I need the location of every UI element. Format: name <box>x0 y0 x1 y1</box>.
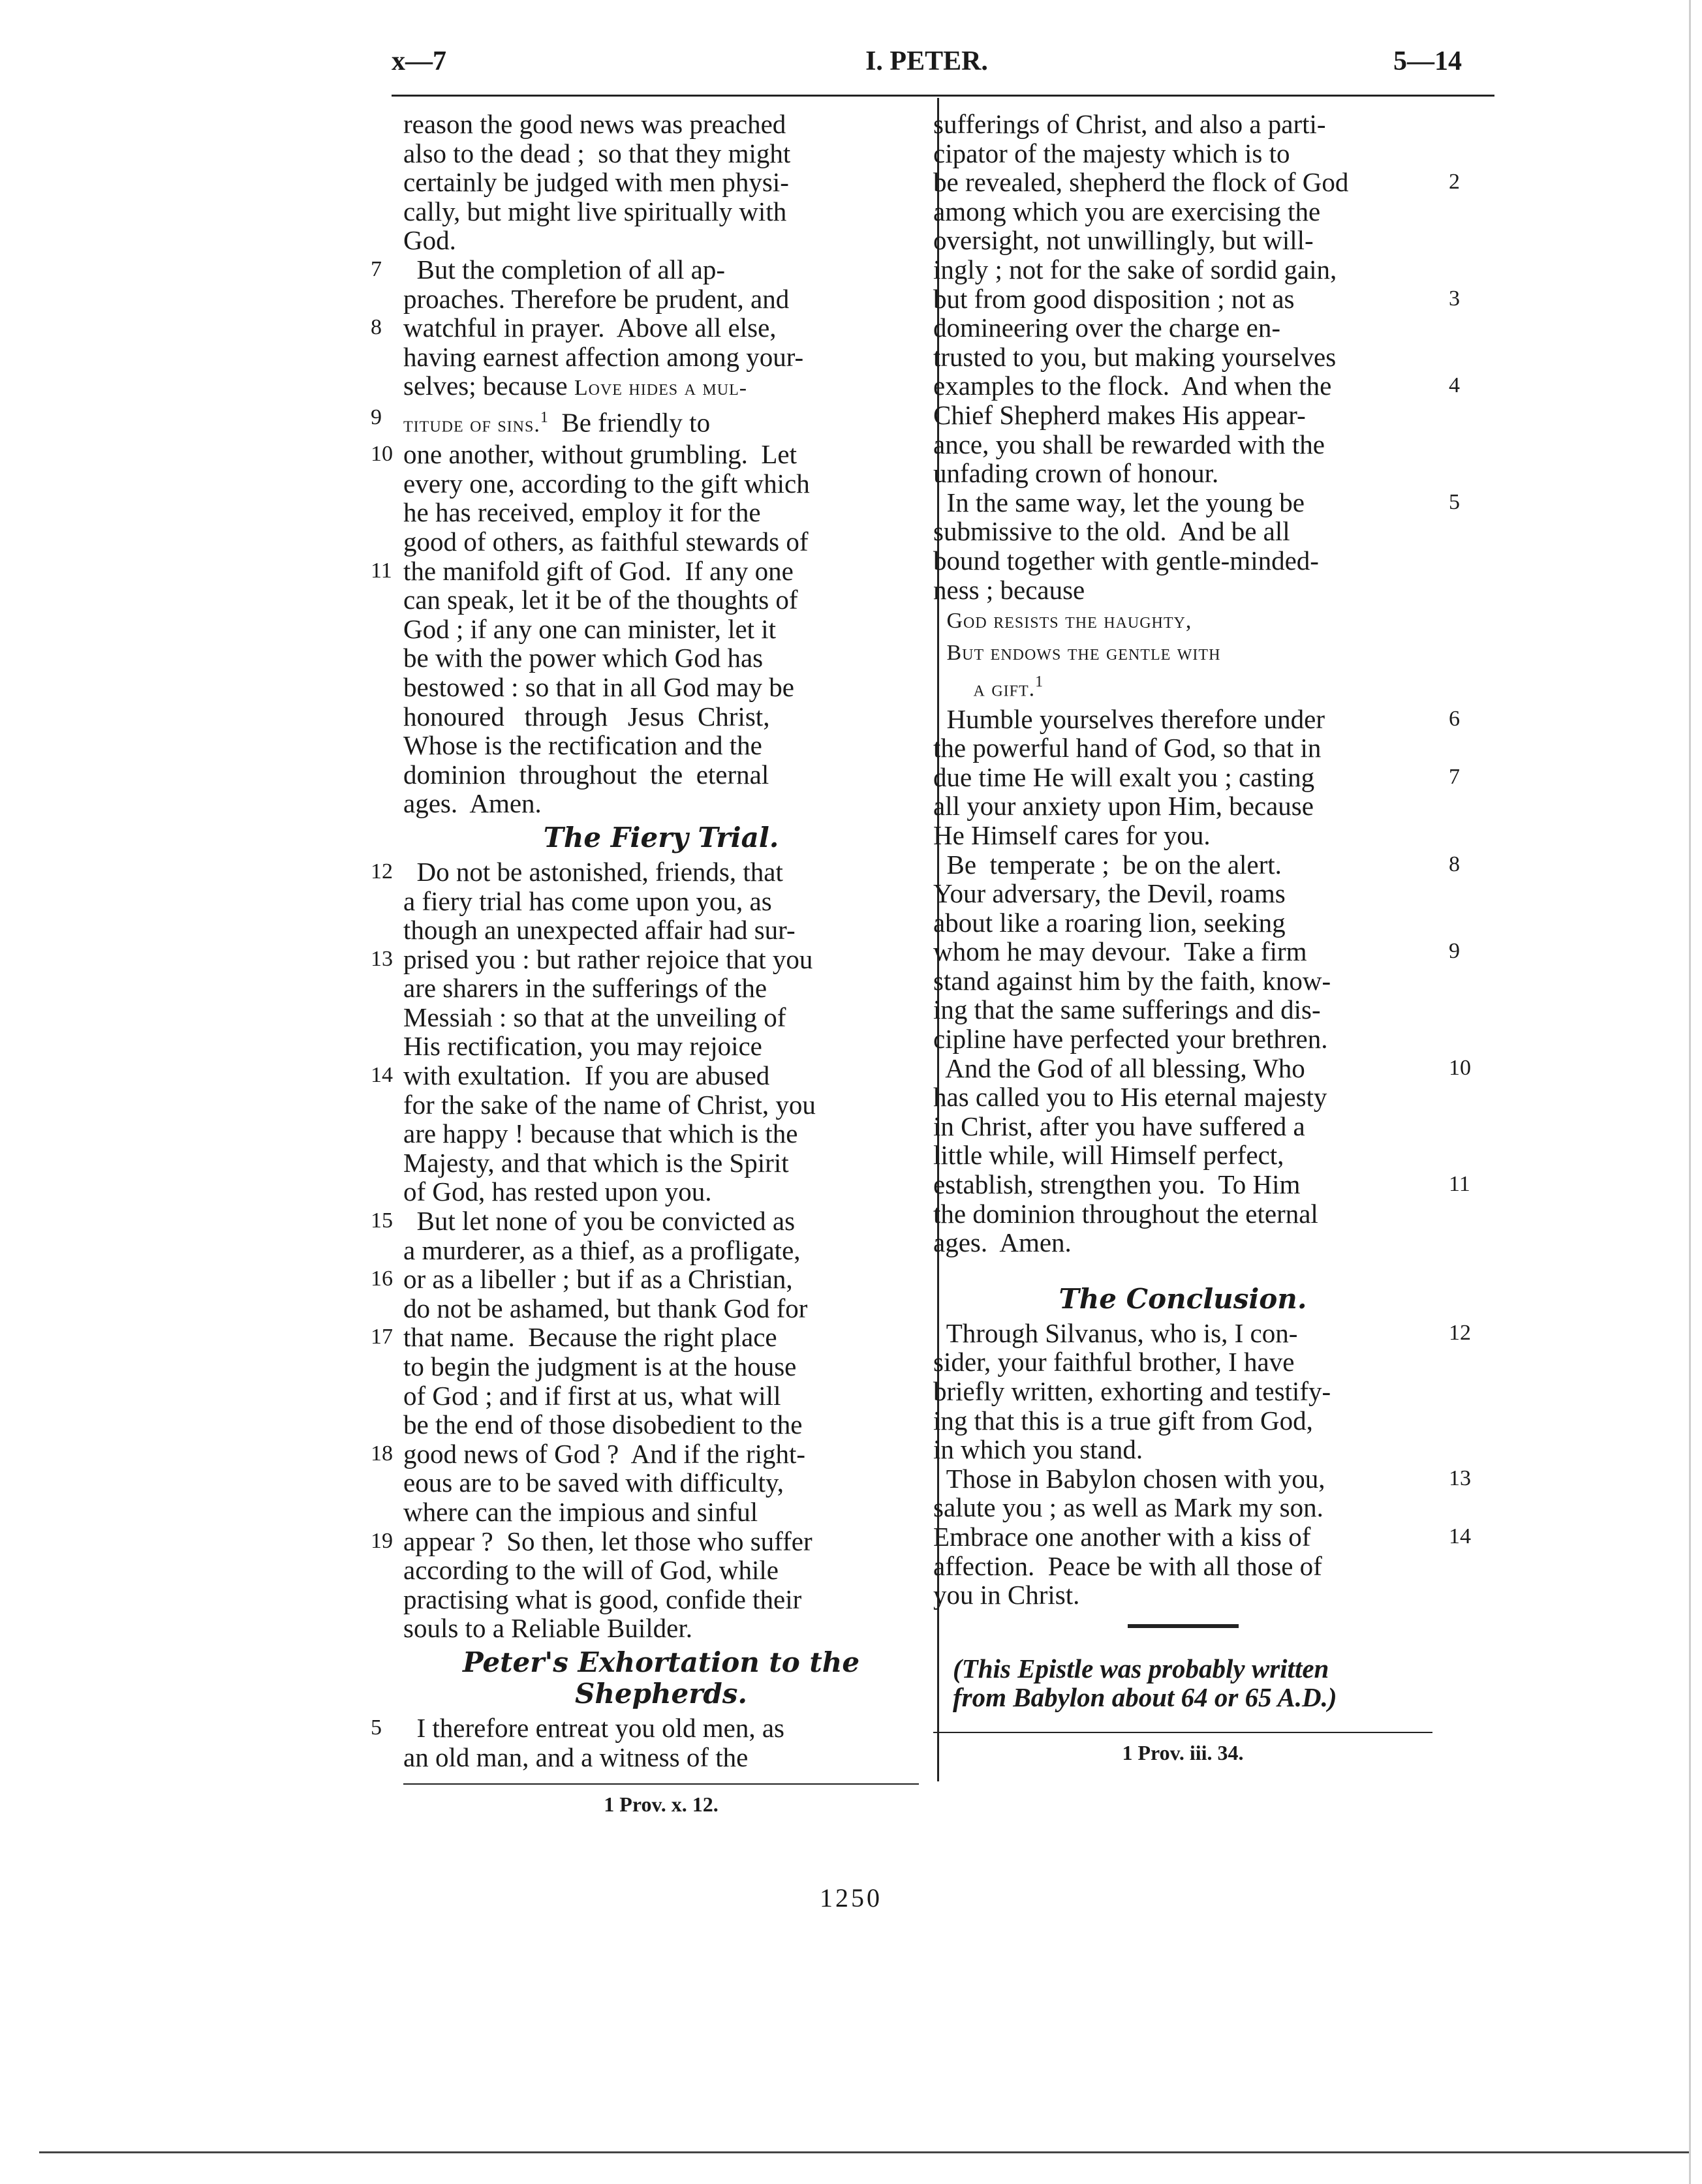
text-line <box>403 498 919 527</box>
line-text: an old man, and a witness of the <box>403 1742 749 1772</box>
text-line <box>933 849 1460 880</box>
small-caps-quote: Love hides a mul- <box>574 376 748 401</box>
line-text: the dominion throughout the eternal <box>933 1198 1318 1229</box>
text-line <box>371 1060 919 1091</box>
line-text: sufferings of Christ, and also a parti- <box>933 109 1326 139</box>
line-text <box>933 672 974 702</box>
line-text: I therefore entreat you old men, as <box>403 1712 785 1743</box>
small-caps-quote: God resists the haughty, <box>946 609 1192 634</box>
text-line <box>403 1032 919 1061</box>
line-text: selves; because <box>403 371 574 401</box>
section-heading-fiery-trial: The Fiery Trial. <box>543 821 779 854</box>
text-line <box>371 1526 919 1556</box>
line-text: but from good disposition ; not as <box>933 283 1295 314</box>
text-line <box>403 731 919 760</box>
text-line <box>403 1352 919 1381</box>
text-line <box>933 1463 1471 1494</box>
line-text <box>933 604 947 634</box>
text-line <box>933 703 1460 734</box>
line-text: submissive to the old. And be all <box>933 516 1290 547</box>
line-text: about like a roaring lion, seeking <box>933 907 1286 938</box>
line-text: unfading crown of honour. <box>933 458 1219 489</box>
line-text: sider, your faithful brother, I have <box>933 1347 1295 1377</box>
running-header <box>392 46 1462 91</box>
line-text: ages. Amen. <box>403 788 542 819</box>
text-line <box>371 313 919 343</box>
line-text: reason the good news was preached <box>403 109 786 139</box>
line-text: every one, according to the gift which <box>403 468 810 499</box>
left-text-block-1 <box>371 109 919 819</box>
verse-number: 12 <box>1449 1320 1471 1345</box>
left-text-block-2 <box>371 856 919 1644</box>
text-line <box>933 459 1432 488</box>
line-text <box>933 636 947 666</box>
verse-number: 13 <box>1449 1466 1471 1490</box>
line-text: are sharers in the sufferings of the <box>403 973 767 1004</box>
verse-number: 15 <box>371 1208 393 1233</box>
text-line <box>371 1438 919 1469</box>
line-text: where can the impious and sinful <box>403 1496 758 1527</box>
text-line <box>933 879 1432 908</box>
text-line <box>933 517 1432 546</box>
section-heading-exhortation <box>403 1647 919 1710</box>
line-text: a murderer, as a thief, as a profligate, <box>403 1235 801 1265</box>
line-text: Do not be astonished, friends, that <box>403 856 783 887</box>
line-text: ness ; because <box>933 574 1085 605</box>
text-line <box>933 1580 1432 1610</box>
text-line <box>403 1177 919 1207</box>
text-line <box>933 255 1432 285</box>
line-text: with exultation. If you are abused <box>403 1060 770 1091</box>
right-text-block-2 <box>933 1317 1471 1610</box>
text-line <box>933 343 1432 372</box>
text-line <box>933 966 1432 996</box>
text-line <box>933 430 1432 459</box>
text-line <box>933 1169 1470 1200</box>
line-text: do not be ashamed, but thank God for <box>403 1293 808 1323</box>
line-text: Whose is the rectification and the <box>403 730 762 761</box>
text-line <box>371 555 919 586</box>
text-line <box>933 1053 1471 1083</box>
text-line <box>403 168 919 197</box>
text-line <box>933 283 1460 314</box>
text-line <box>403 1585 919 1614</box>
line-text: Messiah : so that at the unveiling of <box>403 1002 786 1032</box>
text-line <box>933 604 1432 636</box>
line-text: But the completion of all ap- <box>403 254 726 285</box>
small-caps-quote: titude of sins. <box>403 412 540 437</box>
line-text: Humble yourselves therefore under <box>933 703 1325 734</box>
left-footnote-rule <box>403 1783 919 1785</box>
text-line <box>933 167 1460 198</box>
text-line <box>403 702 919 731</box>
line-text: to begin the judgment is at the house <box>403 1351 797 1381</box>
verse-number: 12 <box>371 859 393 884</box>
text-line <box>403 1148 919 1178</box>
line-text: according to the will of God, while <box>403 1555 779 1586</box>
text-line <box>371 1264 919 1295</box>
text-line <box>933 821 1432 850</box>
text-line <box>933 1347 1432 1377</box>
text-line <box>371 403 919 440</box>
line-text: in which you stand. <box>933 1434 1143 1465</box>
line-text: of God ; and if first at us, what will <box>403 1380 781 1411</box>
line-text: proaches. Therefore be prudent, and <box>403 283 790 314</box>
line-text: He Himself cares for you. <box>933 820 1211 850</box>
verse-number: 10 <box>1449 1055 1471 1080</box>
text-line <box>403 673 919 702</box>
right-footnote-rule <box>933 1732 1432 1733</box>
line-text: cally, but might live spiritually with <box>403 196 787 226</box>
section-heading-exhortation-line2: Shepherds. <box>575 1677 747 1710</box>
line-text: the manifold gift of God. If any one <box>403 555 794 586</box>
left-column <box>371 109 919 1819</box>
small-caps-quote: a gift. <box>973 677 1036 701</box>
line-text: eous are to be saved with difficulty, <box>403 1468 784 1498</box>
line-text: bound together with gentle-minded- <box>933 545 1319 576</box>
text-line <box>933 792 1432 821</box>
line-text: honoured through Jesus Christ, <box>403 701 770 731</box>
text-line <box>403 1498 919 1527</box>
text-line <box>933 733 1432 763</box>
text-line <box>403 1556 919 1585</box>
line-text: be revealed, shepherd the flock of God <box>933 167 1349 198</box>
verse-number: 5 <box>1449 489 1460 514</box>
colophon-line2: from Babylon about 64 or 65 A.D.) <box>953 1682 1337 1713</box>
line-text: And the God of all blessing, Who <box>933 1053 1305 1083</box>
text-line <box>403 1119 919 1148</box>
line-text: ing that the same sufferings and dis- <box>933 994 1321 1025</box>
page-number: 1250 <box>820 1883 882 1913</box>
verse-number: 18 <box>371 1441 393 1466</box>
text-line <box>403 1743 919 1772</box>
line-text: salute you ; as well as Mark my son. <box>933 1492 1323 1523</box>
text-line <box>933 401 1432 430</box>
scan-bottom-edge <box>39 2151 1689 2153</box>
text-line <box>371 254 919 285</box>
text-line <box>403 343 919 372</box>
line-text: Be temperate ; be on the alert. <box>933 849 1282 880</box>
line-text: of God, has rested upon you. <box>403 1177 712 1207</box>
line-text: stand against him by the faith, know- <box>933 965 1331 996</box>
line-text: oversight, not unwillingly, but will- <box>933 225 1314 256</box>
text-line <box>403 1614 919 1643</box>
text-line <box>933 995 1432 1024</box>
text-line <box>403 110 919 139</box>
verse-number: 4 <box>1449 373 1460 398</box>
right-footnote: 1 Prov. iii. 34. <box>1122 1740 1244 1764</box>
right-text-block-1 <box>933 109 1471 1258</box>
line-text: having earnest affection among your- <box>403 341 804 372</box>
verse-number: 9 <box>1449 939 1460 964</box>
line-text: among which you are exercising the <box>933 196 1321 226</box>
header-chapter-range-end: 5—14 <box>1393 46 1462 76</box>
verse-number: 13 <box>371 946 393 971</box>
verse-number: 11 <box>1449 1172 1470 1197</box>
text-line <box>933 1141 1432 1170</box>
verse-number: 16 <box>371 1267 393 1291</box>
text-line <box>933 1377 1432 1406</box>
line-text: God ; if any one can minister, let it <box>403 613 777 644</box>
text-line <box>403 643 919 673</box>
text-line <box>933 1317 1471 1348</box>
text-line <box>403 615 919 644</box>
text-line <box>371 944 919 974</box>
header-chapter-range-start: x—7 <box>392 46 446 76</box>
line-text: whom he may devour. Take a firm <box>933 936 1307 967</box>
line-text: establish, strengthen you. To Him <box>933 1169 1301 1200</box>
verse-number: 9 <box>371 405 382 429</box>
line-text: good news of God ? And if the right- <box>403 1438 806 1469</box>
line-text: be the end of those disobedient to the <box>403 1409 803 1440</box>
line-text: for the sake of the name of Christ, you <box>403 1089 816 1120</box>
line-text: he has received, employ it for the <box>403 497 761 528</box>
verse-number: 2 <box>1449 170 1460 194</box>
text-line <box>403 371 919 403</box>
verse-number: 6 <box>1449 706 1460 731</box>
small-caps-quote: But endows the gentle with <box>946 640 1221 665</box>
header-rule <box>392 95 1494 97</box>
text-line <box>933 110 1432 139</box>
text-line <box>933 1199 1432 1229</box>
line-text: little while, will Himself perfect, <box>933 1140 1284 1171</box>
text-line <box>403 585 919 615</box>
footnote-marker: 1 <box>540 408 548 426</box>
text-line <box>403 789 919 818</box>
section-heading-exhortation-line1: Peter's Exhortation to the <box>462 1646 860 1678</box>
text-line <box>933 226 1432 255</box>
line-text: appear ? So then, let those who suffer <box>403 1526 812 1556</box>
line-text: domineering over the charge en- <box>933 313 1281 343</box>
text-line <box>933 908 1432 938</box>
line-text: souls to a Reliable Builder. <box>403 1613 692 1644</box>
line-text: one another, without grumbling. Let <box>403 439 797 470</box>
line-text: trusted to you, but making yourselves <box>933 341 1337 372</box>
text-line <box>933 487 1460 517</box>
text-line <box>371 856 919 887</box>
line-text: also to the dead ; so that they might <box>403 138 791 168</box>
line-text: good of others, as faithful stewards of <box>403 526 809 557</box>
line-text-after: Be friendly to <box>548 407 711 438</box>
line-text: prised you : but rather rejoice that you <box>403 944 813 974</box>
line-text: briefly written, exhorting and testify- <box>933 1376 1331 1406</box>
text-line <box>933 668 1432 704</box>
verse-number: 17 <box>371 1325 393 1349</box>
line-text: dominion throughout the eternal <box>403 759 769 790</box>
text-line <box>403 1381 919 1411</box>
line-text: in Christ, after you have suffered a <box>933 1111 1305 1141</box>
text-line <box>933 1406 1432 1436</box>
line-text: Your adversary, the Devil, roams <box>933 878 1286 909</box>
verse-number: 14 <box>371 1063 393 1088</box>
text-line <box>403 469 919 499</box>
line-text: though an unexpected affair had sur- <box>403 915 796 946</box>
text-line <box>933 936 1460 967</box>
line-text: Embrace one another with a kiss of <box>933 1521 1311 1552</box>
text-line <box>933 1112 1432 1141</box>
line-text: that name. Because the right place <box>403 1322 777 1353</box>
line-text: the powerful hand of God, so that in <box>933 733 1322 763</box>
line-text: Those in Babylon chosen with you, <box>933 1463 1325 1494</box>
text-line <box>933 1521 1471 1552</box>
line-text: watchful in prayer. Above all else, <box>403 313 777 343</box>
verse-number: 7 <box>1449 764 1460 789</box>
text-line <box>403 226 919 255</box>
text-line <box>403 139 919 168</box>
text-line <box>403 527 919 557</box>
line-text: you in Christ. <box>933 1580 1080 1610</box>
line-text: a fiery trial has come upon you, as <box>403 885 772 916</box>
colophon <box>933 1654 1432 1712</box>
verse-number: 19 <box>371 1528 393 1553</box>
text-line <box>371 1712 919 1743</box>
verse-number: 8 <box>1449 852 1460 876</box>
text-line <box>933 371 1460 401</box>
text-line <box>403 1294 919 1323</box>
verse-number: 14 <box>1449 1524 1471 1548</box>
line-text: ages. Amen. <box>933 1227 1072 1258</box>
line-text: affection. Peace be with all those of <box>933 1550 1322 1581</box>
line-text: bestowed : so that in all God may be <box>403 671 794 702</box>
text-line <box>403 285 919 314</box>
line-text: ingly ; not for the sake of sordid gain, <box>933 254 1337 285</box>
short-rule <box>1128 1624 1239 1628</box>
verse-number: 3 <box>1449 286 1460 311</box>
text-line <box>933 636 1432 668</box>
line-text: God. <box>403 225 456 256</box>
text-line <box>371 1322 919 1353</box>
line-text: ance, you shall be rewarded with the <box>933 429 1325 459</box>
text-line <box>933 1228 1432 1257</box>
text-line <box>933 576 1432 605</box>
text-line <box>933 1435 1432 1464</box>
line-text: Majesty, and that which is the Spirit <box>403 1147 789 1178</box>
line-text: all your anxiety upon Him, because <box>933 791 1314 822</box>
verse-number: 11 <box>371 558 392 583</box>
line-text: due time He will exalt you ; casting <box>933 761 1315 792</box>
text-line <box>933 197 1432 226</box>
text-line <box>933 546 1432 576</box>
text-line <box>403 1236 919 1265</box>
line-text: practising what is good, confide their <box>403 1584 802 1614</box>
text-line <box>933 1024 1432 1054</box>
line-text: certainly be judged with men physi- <box>403 167 789 198</box>
line-text: are happy ! because that which is the <box>403 1118 798 1149</box>
line-text: ing that this is a true gift from God, <box>933 1405 1313 1436</box>
line-text: His rectification, you may rejoice <box>403 1031 762 1062</box>
text-line <box>933 1552 1432 1581</box>
text-line <box>933 761 1460 792</box>
line-text: has called you to His eternal majesty <box>933 1082 1327 1113</box>
line-text: cipline have perfected your brethren. <box>933 1024 1328 1054</box>
text-line <box>403 974 919 1003</box>
verse-number: 10 <box>371 442 393 467</box>
text-line <box>403 1090 919 1120</box>
line-text: In the same way, let the young be <box>933 487 1305 517</box>
left-text-block-3 <box>371 1712 919 1772</box>
text-line <box>933 1493 1432 1522</box>
scan-edge <box>1689 0 1691 2184</box>
right-column <box>933 109 1471 1768</box>
section-heading-conclusion: The Conclusion. <box>1059 1282 1307 1315</box>
text-line <box>371 1206 919 1237</box>
left-footnote: 1 Prov. x. 12. <box>604 1792 719 1817</box>
line-text: can speak, let it be of the thoughts of <box>403 585 798 615</box>
line-text: or as a libeller ; but if as a Christian, <box>403 1264 793 1295</box>
line-text: be with the power which God has <box>403 643 764 673</box>
text-line <box>403 760 919 790</box>
text-line <box>403 197 919 226</box>
verse-number: 7 <box>371 256 382 281</box>
footnote-marker: 1 <box>1035 673 1044 691</box>
text-line <box>403 1468 919 1498</box>
line-text: Chief Shepherd makes His appear- <box>933 399 1306 430</box>
line-text: Through Silvanus, who is, I con- <box>933 1317 1298 1348</box>
text-line <box>933 313 1432 343</box>
header-book-title: I. PETER. <box>865 46 988 76</box>
text-line <box>403 1003 919 1032</box>
colophon-line1: (This Epistle was probably written <box>953 1653 1329 1684</box>
text-line <box>933 1083 1432 1112</box>
text-line <box>403 915 919 945</box>
line-text: But let none of you be convicted as <box>403 1206 796 1237</box>
line-text: examples to the flock. And when the <box>933 371 1332 401</box>
verse-number: 5 <box>371 1715 382 1740</box>
text-line <box>371 439 919 470</box>
text-line <box>403 887 919 916</box>
text-line <box>933 139 1432 168</box>
line-text: cipator of the majesty which is to <box>933 138 1290 168</box>
text-line <box>403 1410 919 1439</box>
verse-number: 8 <box>371 315 382 340</box>
